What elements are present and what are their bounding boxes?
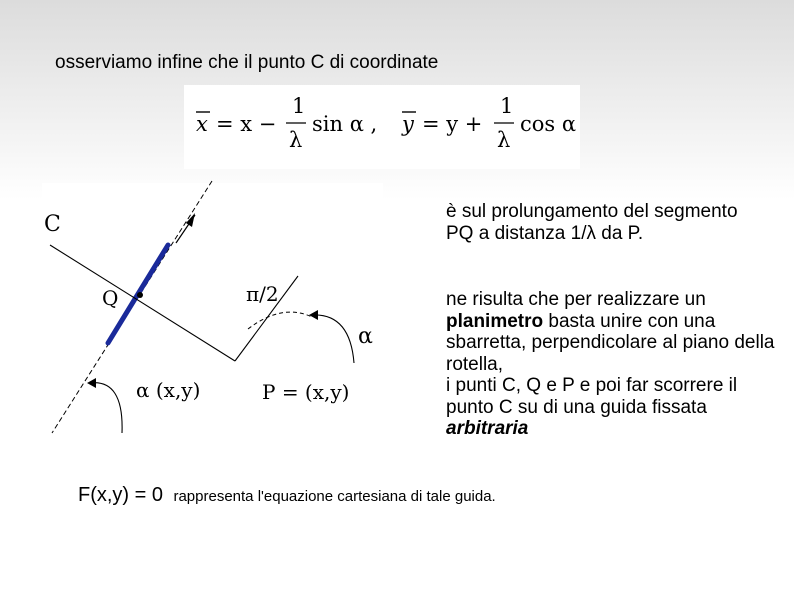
formula-frac-num: 1 <box>292 94 306 118</box>
label-alpha-xy: α (x,y) <box>136 378 201 402</box>
label-q: Q <box>102 286 119 310</box>
equation-description: rappresenta l'equazione cartesiana di tale guida. <box>173 488 496 505</box>
formula-frac-den: λ <box>289 128 303 152</box>
formula-sin: sin α , <box>312 112 378 136</box>
formula-frac2-den: λ <box>497 128 511 152</box>
formula-x-bar: x <box>196 112 208 136</box>
formula-svg <box>184 85 580 169</box>
arc-arrow-icon <box>309 310 318 320</box>
formula-cos: cos α <box>520 112 577 136</box>
paragraph-distance: è sul prolungamento del segmento PQ a distanza 1/λ da P. <box>446 201 738 244</box>
formula-y-bar: y <box>402 112 414 136</box>
equation-text: F(x,y) = 0 <box>78 484 164 506</box>
para2-part2: basta unire con una sbarretta, perpendicolare al piano della rotella, <box>446 310 775 375</box>
arc-alpha-left <box>90 383 122 433</box>
arc-pi2 <box>248 312 312 329</box>
paragraph-planimeter <box>446 289 776 440</box>
para2-part3: i punti C, Q e P e poi far scorrere il punto C su di una guida fissata <box>446 375 738 418</box>
bottom-line <box>78 484 496 507</box>
arc-alpha-right <box>312 315 354 363</box>
formula-y-rhs: = y + <box>422 112 483 136</box>
planimetro-keyword: planimetro <box>446 310 544 332</box>
rod-line <box>50 245 235 361</box>
formula-image <box>184 85 580 169</box>
point-q <box>137 292 143 298</box>
formula-frac2-num: 1 <box>500 94 514 118</box>
label-alpha-right: α <box>358 324 373 349</box>
formula-x-rhs: = x − <box>216 112 277 136</box>
label-pi2: π/2 <box>246 282 279 306</box>
label-c: C <box>44 212 61 237</box>
para2-part1: ne risulta che per realizzare un <box>446 289 706 310</box>
geometry-figure <box>42 183 383 433</box>
arc-arrow-left-icon <box>87 378 96 388</box>
arbitraria-keyword: arbitraria <box>446 418 529 439</box>
intro-text: osserviamo infine che il punto C di coordinate <box>55 52 439 73</box>
figure-svg <box>42 183 383 443</box>
label-p: P = (x,y) <box>262 380 350 404</box>
